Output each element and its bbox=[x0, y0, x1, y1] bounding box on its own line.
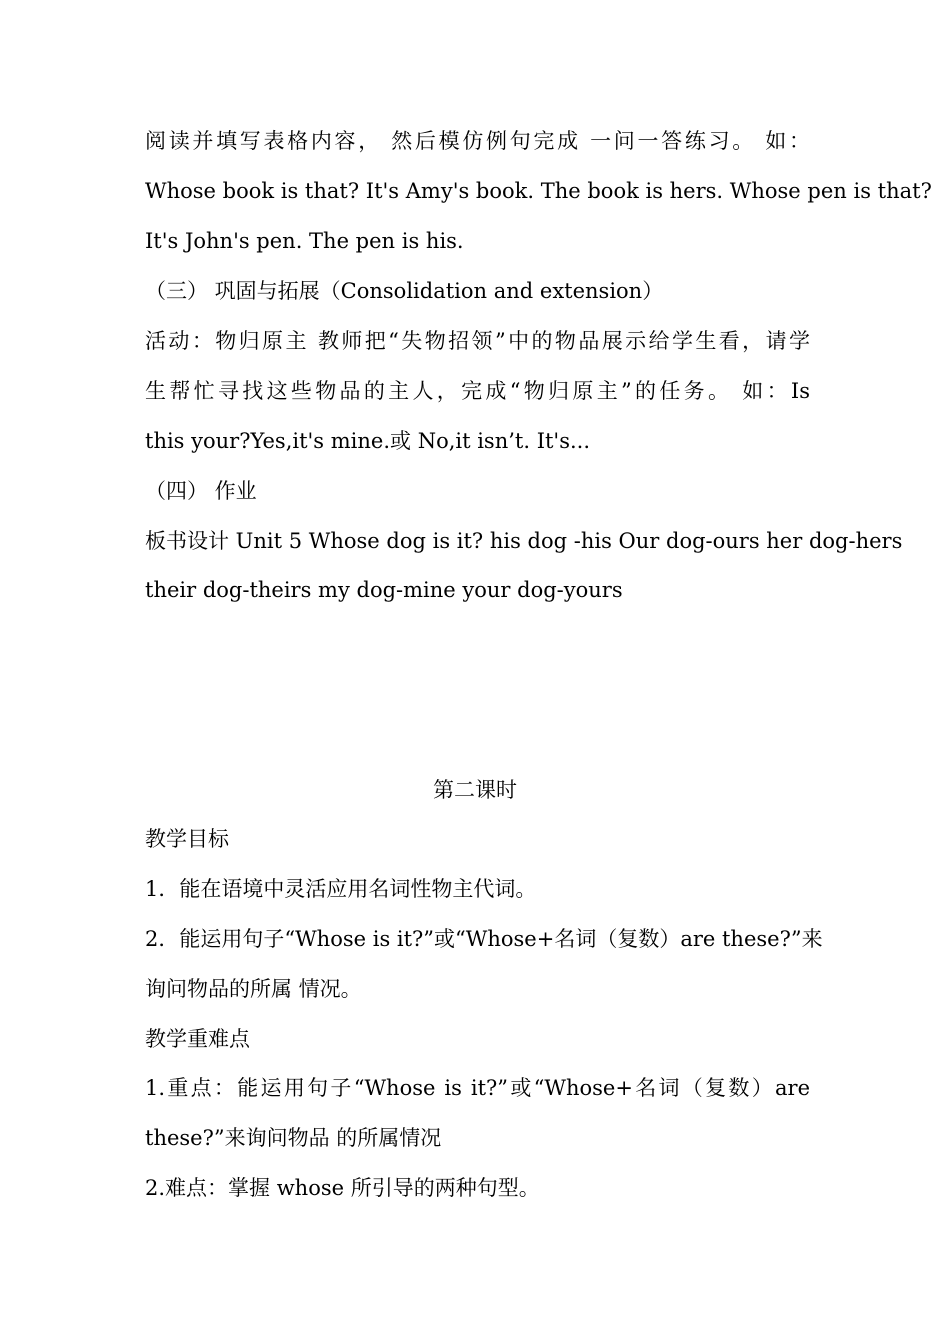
consolidation-heading: （三） 巩固与拓展（Consolidation and extension） bbox=[145, 279, 664, 303]
reading-example-line-3: It's John's pen. The pen is his. bbox=[145, 229, 464, 253]
activity-line-3: this your?Yes,it's mine.或 No,it isn’t. It's... bbox=[145, 429, 591, 453]
difficulty-heading: 教学重难点 bbox=[145, 1027, 250, 1051]
objective-item-2-continued: 询问物品的所属 情况。 bbox=[145, 977, 362, 1001]
objective-item-2: 2．能运用句子“Whose is it?”或“Whose+名词（复数）are these?”来 bbox=[145, 927, 823, 951]
homework-heading: （四） 作业 bbox=[145, 479, 257, 503]
objective-item-1: 1．能在语境中灵活应用名词性物主代词。 bbox=[145, 877, 537, 901]
activity-line-2: 生帮忙寻找这些物品的主人，完成“物归原主”的任务。 如：Is bbox=[145, 379, 810, 403]
board-design-line-1: 板书设计 Unit 5 Whose dog is it? his dog -his Our dog-ours her dog-hers bbox=[145, 529, 903, 553]
board-design-line-2: their dog-theirs my dog-mine your dog-yours bbox=[145, 578, 623, 602]
objectives-heading: 教学目标 bbox=[145, 827, 229, 851]
lesson-two-title: 第二课时 bbox=[433, 778, 517, 802]
reading-instruction-line-1: 阅读并填写表格内容， 然后模仿例句完成 一问一答练习。 如： bbox=[145, 129, 810, 153]
key-point-line-2: these?”来询问物品 的所属情况 bbox=[145, 1126, 442, 1150]
key-point-line-1: 1.重点：能运用句子“Whose is it?”或“Whose+名词（复数）are bbox=[145, 1076, 810, 1100]
reading-example-line-2: Whose book is that? It's Amy's book. The book is hers. Whose pen is that? bbox=[145, 179, 932, 203]
activity-line-1: 活动：物归原主 教师把“失物招领”中的物品展示给学生看，请学 bbox=[145, 329, 810, 353]
difficult-point-line: 2.难点：掌握 whose 所引导的两种句型。 bbox=[145, 1176, 540, 1200]
